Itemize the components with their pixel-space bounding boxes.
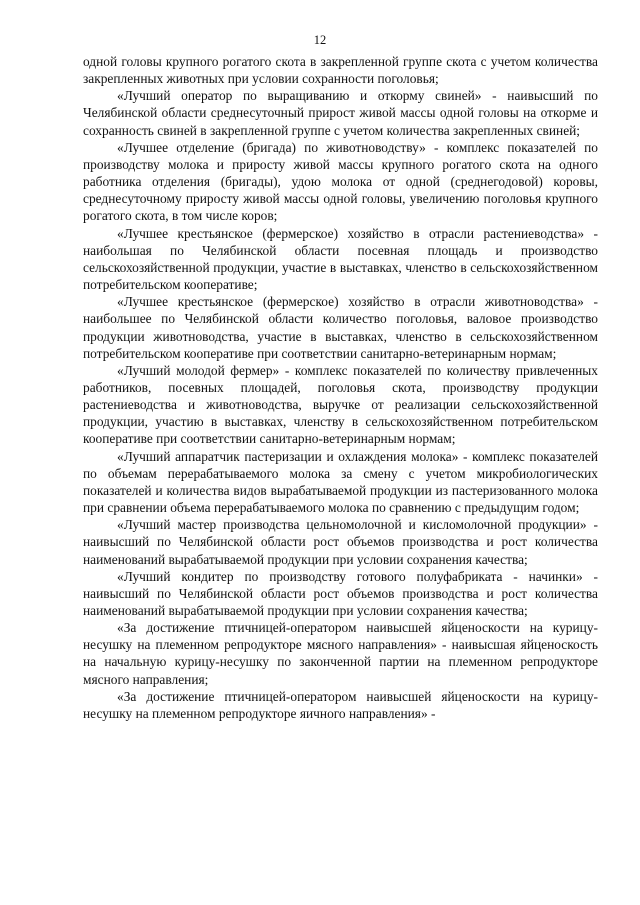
paragraph-best-confectioner: «Лучший кондитер по производству готового полуфабриката - начинки» - наивысший по Челябинской области рост объемов производства и рост количества наименований вырабатываемой продукции при условии сохранения качества; bbox=[83, 568, 598, 618]
paragraph-best-farm-livestock: «Лучшее крестьянское (фермерское) хозяйство в отрасли животноводства» - наибольшее по Челябинской области количество поголовья, валовое производство продукции животноводства, участие в выставках, членство в сельскохозяйственном потребительском кооперативе при соответствии санитарно-ветеринарным нормам; bbox=[83, 294, 598, 361]
paragraph-best-pig-operator: «Лучший оператор по выращиванию и откорму свиней» - наивысший по Челябинской области среднесуточный прирост живой массы одной головы на откорме и сохранность свиней в закрепленной группе с учетом количества закрепленных свиней; bbox=[83, 88, 598, 138]
paragraph-continuation: одной головы крупного рогатого скота в закрепленной группе скота с учетом количества закрепленных животных при условии сохранности поголовья; bbox=[83, 54, 598, 87]
paragraph-poultry-egg-line: «За достижение птичницей-оператором наивысшей яйценоскости на курицу-несушку на племенном репродукторе яичного направления» - bbox=[83, 688, 598, 721]
page-number: 12 bbox=[313, 33, 327, 47]
paragraph-best-dairy-master: «Лучший мастер производства цельномолочной и кисломолочной продукции» - наивысший по Челябинской области рост объемов производства и рост количества наименований вырабатываемой продукции при условии сохранения качества; bbox=[83, 517, 598, 567]
paragraph-best-young-farmer: «Лучший молодой фермер» - комплекс показателей по количеству привлеченных работников, посевных площадей, поголовья скота, производству продукции растениеводства и животноводства, выручке от реализации сельскохозяйственной продукции, участию в выставках, членству в сельскохозяйственном потребительском кооперативе при соответствии санитарно-ветеринарным нормам; bbox=[83, 362, 598, 447]
paragraph-poultry-meat-line: «За достижение птичницей-оператором наивысшей яйценоскости на курицу-несушку на племенном репродукторе мясного направления» - наивысшая яйценоскость на начальную курицу-несушку по законченной партии на племенном репродукторе мясного направления; bbox=[83, 620, 598, 687]
paragraph-best-pasteurization-operator: «Лучший аппаратчик пастеризации и охлаждения молока» - комплекс показателей по объемам перерабатываемого молока за смену с учетом микробиологических показателей и количества видов вырабатываемой продукции из пастеризованного молока при сравнении объема перерабатываемого молока по сравнению с предыдущим годом; bbox=[83, 448, 598, 516]
document-body bbox=[83, 53, 598, 722]
paragraph-best-livestock-brigade: «Лучшее отделение (бригада) по животноводству» - комплекс показателей по производству молока и приросту живой массы крупного рогатого скота на одного работника отделения (бригады), удою молока от одной (среднегодовой) коровы, среднесуточному приросту живой массы одной головы, увеличению поголовья крупного рогатого скота, в том числе коров; bbox=[83, 139, 598, 224]
paragraph-best-farm-crop: «Лучшее крестьянское (фермерское) хозяйство в отрасли растениеводства» - наибольшая по Челябинской области посевная площадь и производство сельскохозяйственной продукции, участие в выставках, членство в сельскохозяйственном потребительском кооперативе; bbox=[83, 225, 598, 293]
